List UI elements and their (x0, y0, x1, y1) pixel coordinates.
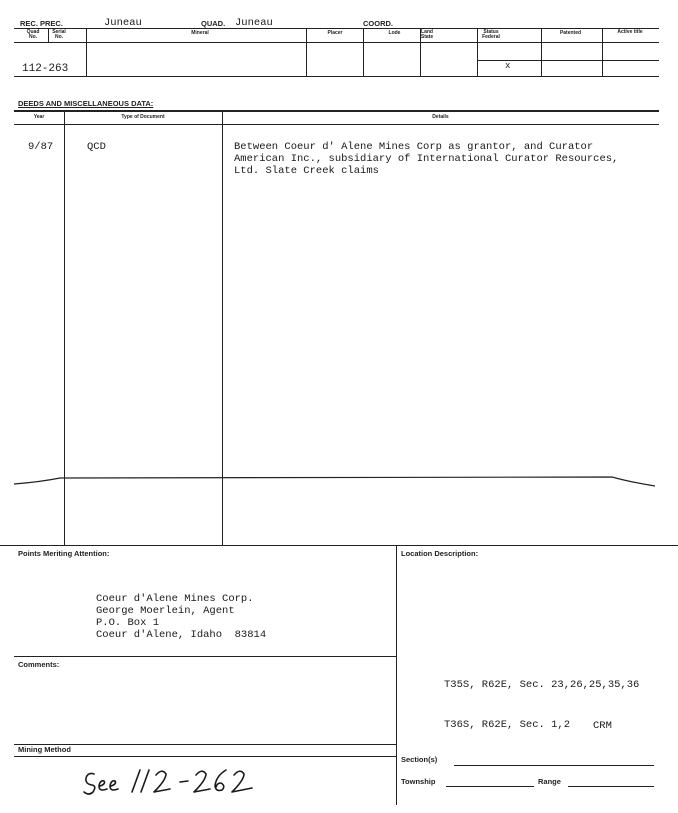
hdr-div-2 (86, 28, 87, 76)
col-mineral: Mineral (191, 30, 209, 36)
township-label: Township (401, 777, 436, 786)
deeds-bottom-rule (0, 545, 678, 546)
federal-mark: x (505, 61, 511, 71)
deeds-col-details: Details (432, 114, 449, 120)
hdr-div-4 (363, 28, 364, 76)
quad-label: QUAD. (201, 19, 226, 28)
hdr-div-7 (541, 28, 542, 76)
handwritten-note (80, 762, 280, 798)
comments-top-rule (14, 656, 396, 657)
hdr-div-5 (420, 28, 421, 76)
deeds-col-type: Type of Document (121, 114, 165, 120)
deeds-section-title: DEEDS AND MISCELLANEOUS DATA: (18, 99, 154, 108)
header-col-rule (14, 42, 659, 43)
col-serial-no: Serial No. (52, 29, 66, 40)
deeds-col-year: Year (33, 114, 45, 120)
col-patented: Patented (559, 30, 582, 36)
header-bottom-rule (14, 76, 659, 77)
mining-header-rule (14, 756, 396, 757)
header-top-rule (14, 28, 659, 29)
sections-line (454, 765, 654, 766)
coord-label: COORD. (363, 19, 393, 28)
mining-top-rule (14, 744, 396, 745)
deeds-header-rule (14, 124, 659, 125)
mining-method-label: Mining Method (18, 745, 71, 754)
col-land-state: Land State (420, 29, 434, 40)
record-number: 112-263 (22, 63, 69, 75)
col-active-title: Active title (617, 29, 643, 35)
deed-row-type: QCD (87, 141, 106, 153)
points-line-3: P.O. Box 1 (96, 617, 160, 629)
fold-line (0, 460, 678, 500)
location-label: Location Description: (401, 549, 479, 558)
points-line-1: Coeur d'Alene Mines Corp. (96, 593, 254, 605)
hdr-div-8 (602, 28, 603, 76)
township-line (446, 786, 534, 787)
deed-row-year: 9/87 (28, 141, 54, 153)
range-line (568, 786, 654, 787)
points-line-2: George Moerlein, Agent (96, 605, 235, 617)
col-status-federal: Status Federal (482, 29, 500, 40)
points-label: Points Meriting Attention: (18, 549, 110, 558)
lower-center-divider (396, 545, 397, 805)
col-placer: Placer (327, 30, 343, 36)
hdr-div-3 (306, 28, 307, 76)
location-line-2: T36S, R62E, Sec. 1,2 (444, 719, 571, 731)
deed-row-details-2: American Inc., subsidiary of International Curator Resources, (234, 153, 619, 165)
location-line-1: T35S, R62E, Sec. 23,26,25,35,36 (444, 679, 640, 691)
col-quad-no: Quad No. (26, 29, 40, 40)
rec-prec-label: REC. PREC. (20, 19, 63, 28)
deeds-top-rule (14, 110, 659, 112)
location-line-2-suffix: CRM (593, 720, 612, 732)
deed-row-details-3: Ltd. Slate Creek claims (234, 165, 379, 177)
col-lode: Lode (388, 30, 401, 36)
quad-value: Juneau (235, 17, 273, 29)
sections-label: Section(s) (401, 755, 438, 764)
points-line-4: Coeur d'Alene, Idaho 83814 (96, 629, 267, 641)
comments-label: Comments: (18, 660, 60, 669)
hdr-div-1 (48, 28, 49, 42)
deed-row-details-1: Between Coeur d' Alene Mines Corp as grantor, and Curator (234, 141, 594, 153)
hdr-div-6 (477, 28, 478, 76)
rec-prec-value: Juneau (104, 17, 142, 29)
range-label: Range (538, 777, 561, 786)
